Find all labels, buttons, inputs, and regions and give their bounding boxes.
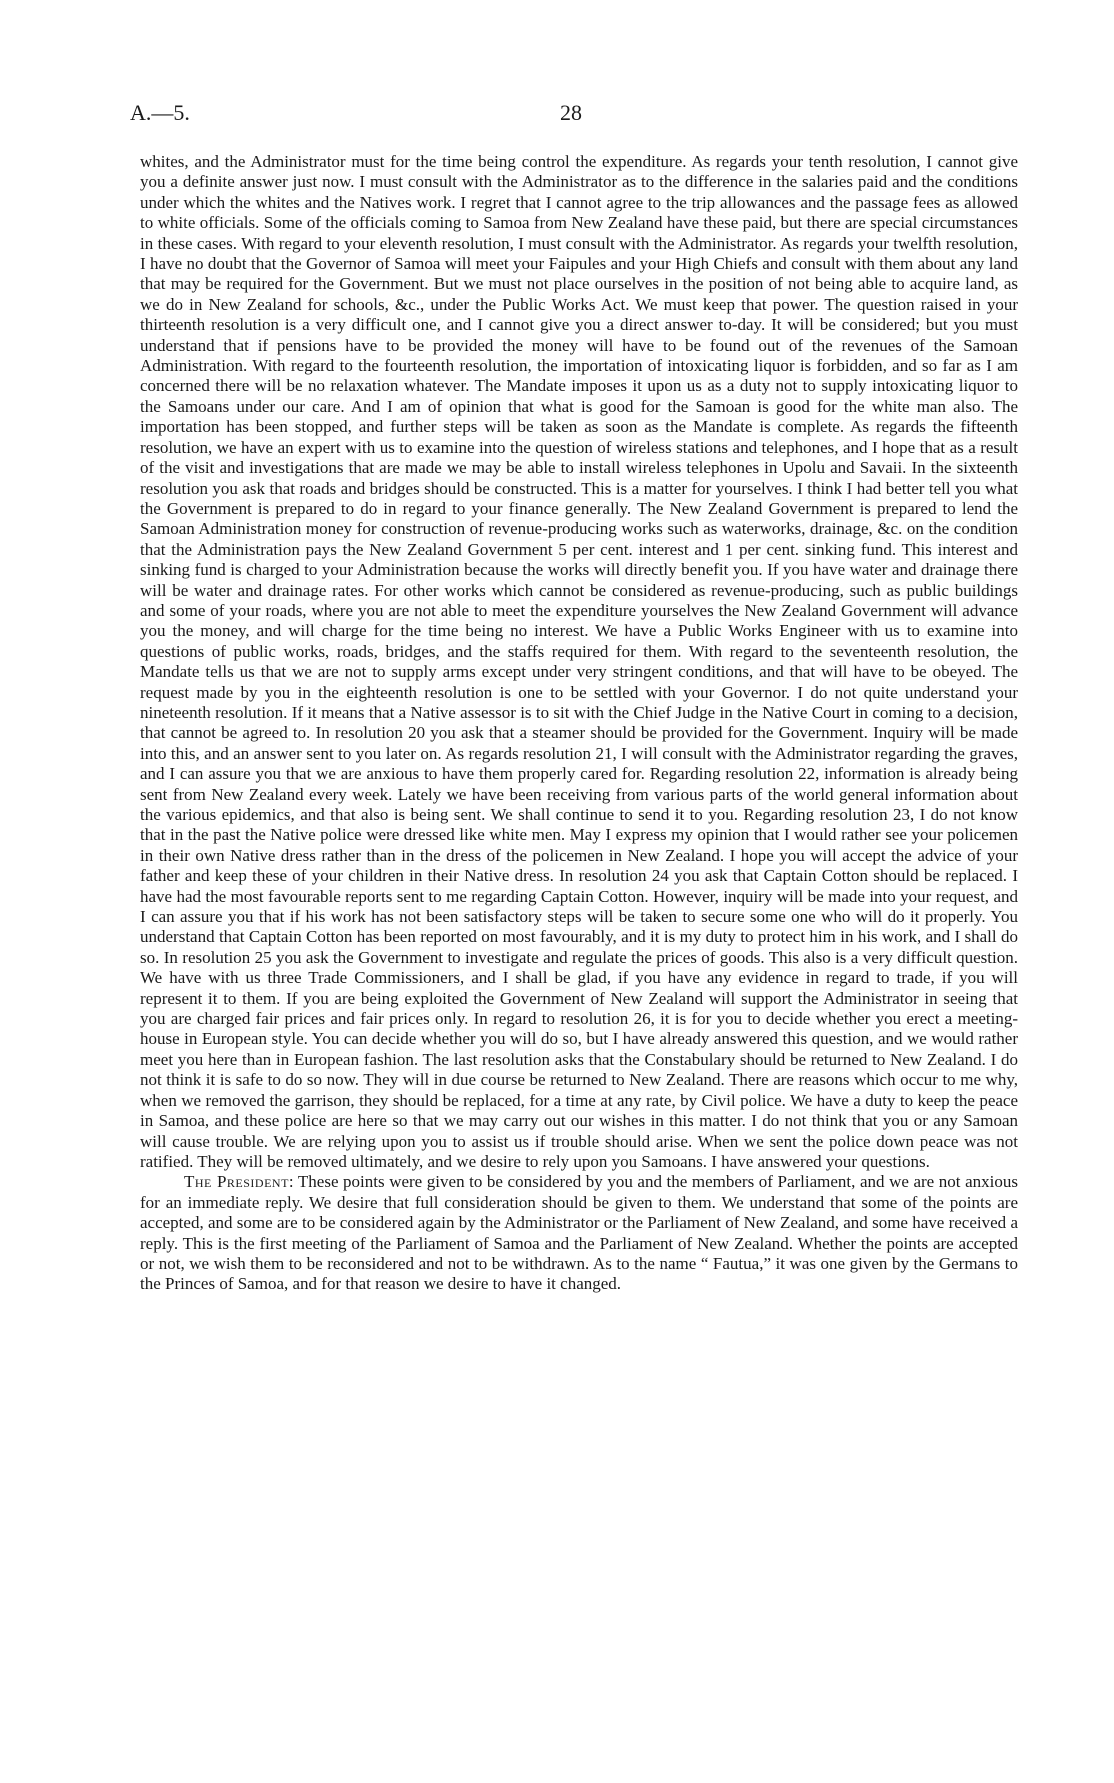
page-header xyxy=(130,100,1025,130)
speaker-name: The President xyxy=(184,1172,289,1192)
paragraph-president-remarks xyxy=(140,1172,1018,1294)
page-number: 28 xyxy=(560,100,582,125)
document-reference: A.—5. xyxy=(130,100,190,125)
president-remarks-text: : These points were given to be considered by you and the members of Parliament, and we are not anxious for an immediate reply. We desire that full consideration should be given to them. We understand that some of the points are accepted, and some are to be considered again by the Administrator or the Parliament of New Zealand, and some have received a reply. This is the first meeting of the Parliament of Samoa and the Parliament of New Zealand. Whether the points are accepted or not, we wish them to be reconsidered and not to be withdrawn. As to the name “ Fautua,” it was one given by the Germans to the Princes of Samoa, and for that reason we desire to have it changed. xyxy=(140,1172,1018,1294)
document-body xyxy=(140,152,1018,1295)
paragraph-minister-reply: whites, and the Administrator must for the time being control the expenditure. As regards your tenth resolution, I cannot give you a definite answer just now. I must consult with the Administrator as to the difference in the salaries paid and the conditions under which the whites and the Natives work. I regret that I cannot agree to the trip allowances and the passage fees as allowed to white officials. Some of the officials coming to Samoa from New Zealand have these paid, but there are special circumstances in these cases. With regard to your eleventh resolution, I must consult with the Administrator. As regards your twelfth resolution, I have no doubt that the Governor of Samoa will meet your Faipules and your High Chiefs and consult with them about any land that may be required for the Government. But we must not place ourselves in the position of not being able to acquire land, as we do in New Zealand for schools, &c., under the Public Works Act. We must keep that power. The question raised in your thirteenth resolution is a very difficult one, and I cannot give you a direct answer to-day. It will be considered; but you must understand that if pensions have to be provided the money will have to be found out of the revenues of the Samoan Administration. With regard to the fourteenth resolution, the importation of intoxicating liquor is forbidden, and so far as I am concerned there will be no relaxation whatever. The Mandate imposes it upon us as a duty not to supply intoxicating liquor to the Samoans under our care. And I am of opinion that what is good for the Samoan is good for the white man also. The importation has been stopped, and further steps will be taken as soon as the Mandate is complete. As regards the fifteenth resolution, we have an expert with us to examine into the question of wireless stations and telephones, and I hope that as a result of the visit and investigations that are made we may be able to install wireless telephones in Upolu and Savaii. In the sixteenth resolution you ask that roads and bridges should be constructed. This is a matter for yourselves. I think I had better tell you what the Government is prepared to do in regard to your finance generally. The New Zealand Government is prepared to lend the Samoan Administration money for construction of revenue-producing works such as waterworks, drainage, &c. on the condition that the Administration pays the New Zealand Government 5 per cent. interest and 1 per cent. sinking fund. This interest and sinking fund is charged to your Administration because the works will directly benefit you. If you have water and drainage there will be water and drainage rates. For other works which cannot be considered as revenue-producing, such as public buildings and some of your roads, where you are not able to meet the expenditure yourselves the New Zealand Government will advance you the money, and will charge for the time being no interest. We have a Public Works Engineer with us to examine into questions of public works, roads, bridges, and the staffs required for them. With regard to the seventeenth resolution, the Mandate tells us that we are not to supply arms except under very stringent conditions, and that will have to be obeyed. The request made by you in the eighteenth resolution is one to be settled with your Governor. I do not quite understand your nineteenth resolution. If it means that a Native assessor is to sit with the Chief Judge in the Native Court in coming to a decision, that cannot be agreed to. In resolution 20 you ask that a steamer should be provided for the Government. Inquiry will be made into this, and an answer sent to you later on. As regards resolution 21, I will consult with the Administrator regarding the graves, and I can assure you that we are anxious to have them properly cared for. Regarding resolution 22, information is already being sent from New Zealand every week. Lately we have been receiving from various parts of the world general information about the various epidemics, and that also is being sent. We shall continue to send it to you. Regarding resolution 23, I do not know that in the past the Native police were dressed like white men. May I express my opinion that I would rather see your policemen in their own Native dress rather than in the dress of the policemen in New Zealand. I hope you will accept the advice of your father and keep these of your children in their Native dress. In resolution 24 you ask that Captain Cotton should be replaced. I have had the most favourable reports sent to me regarding Captain Cotton. However, inquiry will be made into your request, and I can assure you that if his work has not been satisfactory steps will be taken to secure some one who will do it properly. You understand that Captain Cotton has been reported on most favourably, and it is my duty to protect him in his work, and I shall do so. In resolution 25 you ask the Government to investigate and regulate the prices of goods. This also is a very difficult question. We have with us three Trade Commissioners, and I shall be glad, if you have any evidence in regard to trade, if you will represent it to them. If you are being exploited the Government of New Zealand will support the Administrator in seeing that you are charged fair prices and fair prices only. In regard to resolution 26, it is for you to decide whether you erect a meeting-house in European style. You can decide whether you will do so, but I have already answered this question, and we would rather meet you here than in European fashion. The last resolution asks that the Constabulary should be returned to New Zealand. I do not think it is safe to do so now. They will in due course be returned to New Zealand. There are reasons which occur to me why, when we removed the garrison, they should be replaced, for a time at any rate, by Civil police. We have a duty to keep the peace in Samoa, and these police are here so that we may carry out our wishes in this matter. I do not think that you or any Samoan will cause trouble. We are relying upon you to assist us if trouble should arise. When we sent the police down peace was not ratified. They will be removed ultimately, and we desire to rely upon you Samoans. I have answered your questions. xyxy=(140,152,1018,1171)
